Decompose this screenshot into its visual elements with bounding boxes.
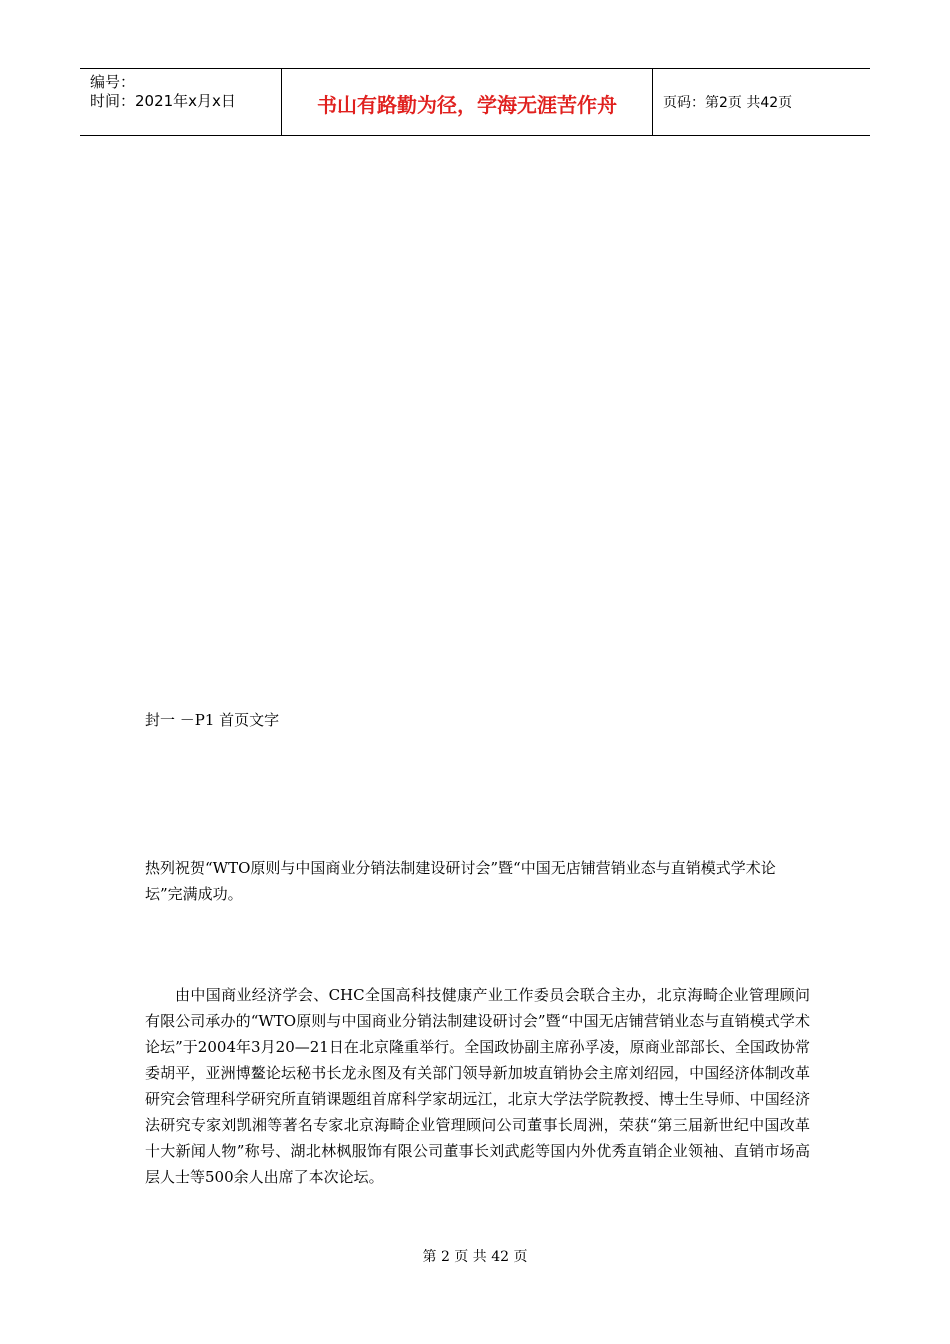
header-motto: 书山有路勤为径，学海无涯苦作舟 bbox=[281, 69, 653, 135]
header-page-info: 页码：第2页 共42页 bbox=[663, 95, 793, 111]
cover-label: 封一 －P1 首页文字 bbox=[145, 711, 280, 729]
page-header bbox=[80, 68, 870, 136]
body-paragraph: 由中国商业经济学会、CHC全国高科技健康产业工作委员会联合主办，北京海畸企业管理顾问有限公司承办的“WTO原则与中国商业分销法制建设研讨会”暨“中国无店铺营销业态与直销模式学术论坛”于2004年3月20—21日在北京隆重举行。全国政协副主席孙孚凌，原商业部部长、全国政协常委胡平，亚洲博鳌论坛秘书长龙永图及有关部门领导新加坡直销协会主席刘绍园，中国经济体制改革研究会管理科学研究所直销课题组首席科学家胡远江，北京大学法学院教授、博士生导师、中国经济法研究专家刘凯湘等著名专家北京海畸企业管理顾问公司董事长周洲，荣获“第三届新世纪中国改革十大新闻人物”称号、湖北林枫服饰有限公司董事长刘武彪等国内外优秀直销企业领袖、直销市场高层人士等500余人出席了本次论坛。 bbox=[145, 986, 810, 1186]
document-number-label: 编号： bbox=[90, 73, 136, 91]
document-date: 时间：2021年x月x日 bbox=[90, 92, 236, 110]
header-meta bbox=[80, 69, 281, 135]
headline-paragraph: 热列祝贺“WTO原则与中国商业分销法制建设研讨会”暨“中国无店铺营销业态与直销模式学术论坛”完满成功。 bbox=[145, 859, 776, 903]
page-footer: 第 2 页 共 42 页 bbox=[422, 1249, 528, 1265]
